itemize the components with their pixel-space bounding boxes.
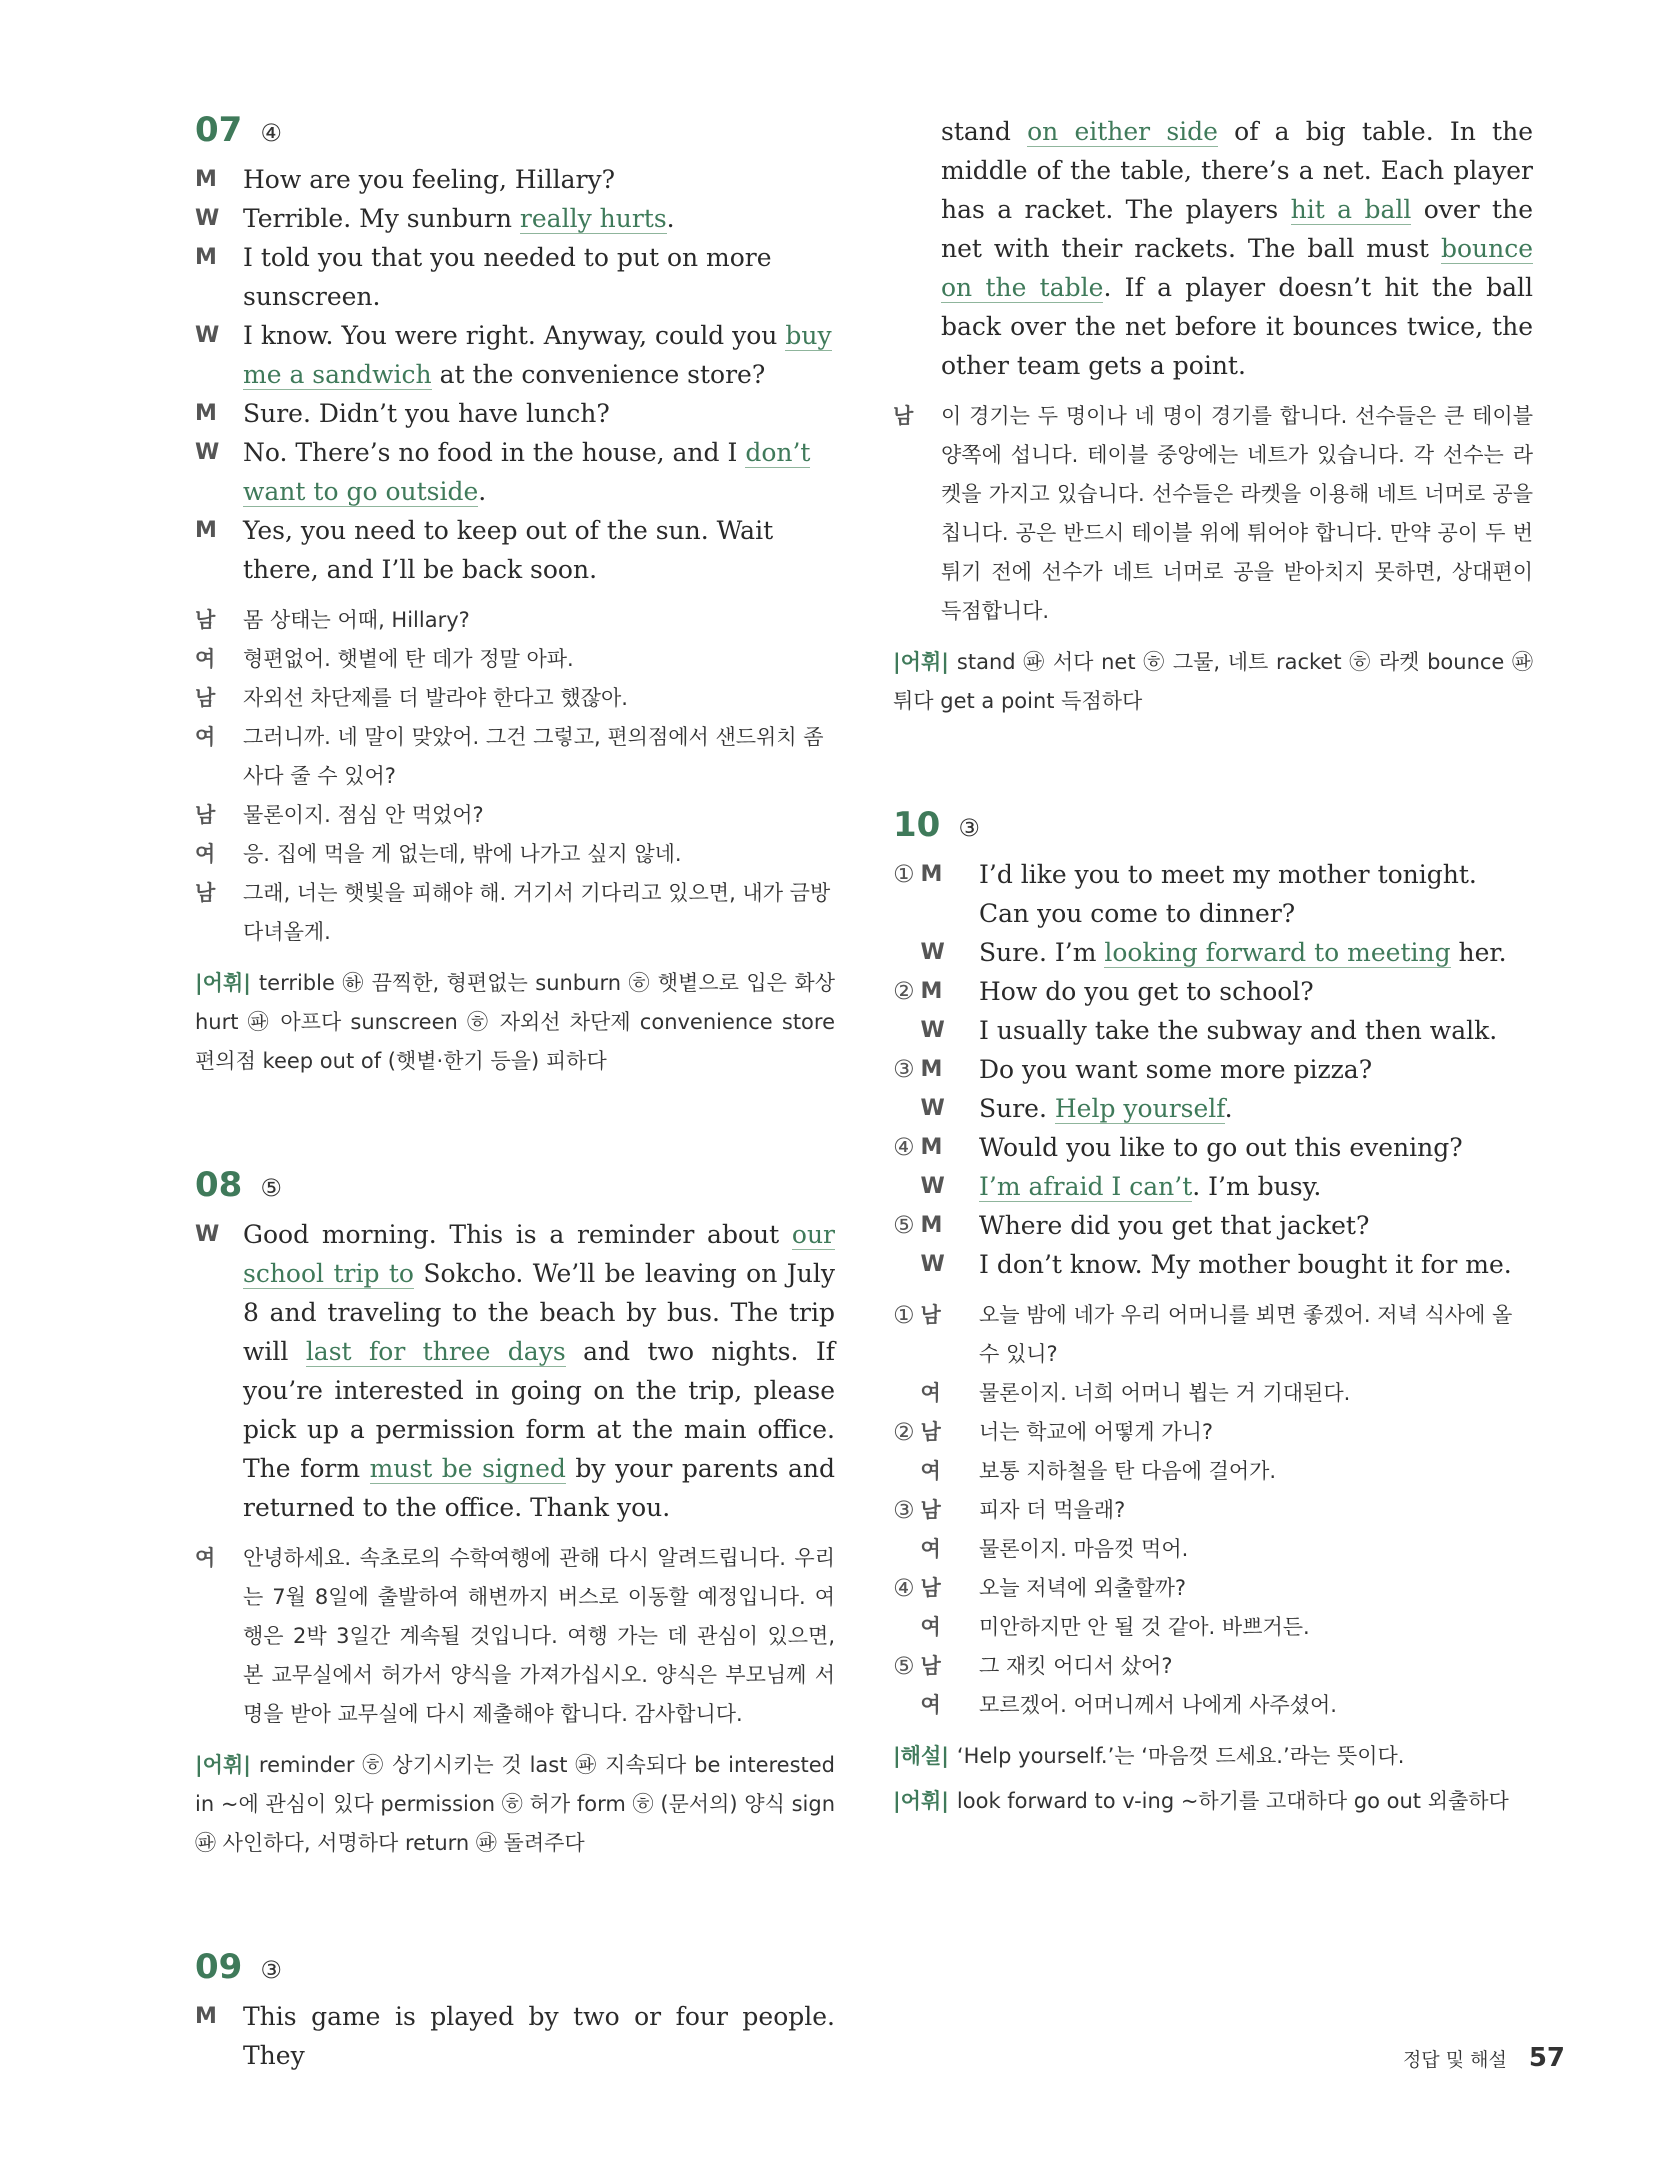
question-08 (195, 1165, 835, 1863)
speaker-mark: M (920, 979, 943, 1004)
dialogue-line (893, 933, 1533, 972)
question-09-continued (893, 112, 1533, 721)
speaker-mark: 남 (920, 1654, 941, 1678)
speaker-mark: 여 (920, 1693, 941, 1717)
option-number: ① (893, 1301, 915, 1329)
option-number: ③ (893, 1496, 915, 1524)
translation-text: 안녕하세요. 속초로의 수학여행에 관해 다시 알려드립니다. 우리는 7월 8일에 출발하여 해변까지 버스로 이동할 예정입니다. 여행은 2박 3일간 계속될 것입니다. 여행 가는 데 관심이 있으면, 본 교무실에서 허가서 양식을 가져가십시오. 양식은 부모님께 서명을 받아 교무실에 다시 제출해야 합니다. 감사합니다. (243, 1546, 835, 1726)
english-script-continued (893, 112, 1533, 385)
translation-text: 물론이지. 마음껏 먹어. (979, 1537, 1189, 1561)
korean-translation (195, 601, 835, 952)
key-phrase: bounce on the table (941, 234, 1533, 302)
script-text: I don’t know. My mother bought it for me. (979, 1250, 1512, 1279)
vocab-tag: |어휘| (893, 650, 949, 674)
korean-translation (893, 1296, 1533, 1725)
speaker-mark: 남 (920, 1498, 941, 1522)
speaker-label (893, 1608, 979, 1647)
speaker-mark: M (920, 1057, 943, 1082)
question-number: 07 (195, 110, 243, 150)
speaker-label (893, 112, 941, 385)
speaker-label: M (195, 245, 217, 270)
dialogue-text (979, 855, 1533, 933)
script-text: her. (1450, 938, 1507, 967)
translation-line (195, 718, 835, 796)
question-number: 09 (195, 1947, 243, 1987)
script-text: Sure. I’m (979, 938, 1105, 967)
option-number: ② (893, 977, 915, 1005)
dialogue-text (979, 1128, 1533, 1167)
speaker-mark: 여 (920, 1459, 941, 1483)
english-script (195, 1215, 835, 1527)
speaker-label (893, 1050, 979, 1089)
translation-line (893, 1686, 1533, 1725)
script-text: I know. You were right. Anyway, could you (243, 321, 786, 350)
left-column (195, 110, 835, 2075)
translation-line (893, 1413, 1533, 1452)
speaker-label: W (195, 440, 220, 465)
translation-text: 모르겠어. 어머니께서 나에게 사주셨어. (979, 1693, 1337, 1717)
translation-line (893, 1452, 1533, 1491)
speaker-mark: 남 (920, 1303, 941, 1327)
speaker-label (893, 1206, 979, 1245)
right-column (893, 112, 1533, 1821)
option-number: ② (893, 1418, 915, 1446)
key-phrase: I’m afraid I can’t (979, 1172, 1193, 1201)
explanation-box (893, 1737, 1533, 1776)
key-phrase: hit a ball (1290, 195, 1412, 224)
script-text: . I’m busy. (1192, 1172, 1322, 1201)
translation-text: 그러니까. 네 말이 맞았어. 그건 그렇고, 편의점에서 샌드위치 좀 사다 줄 수 있어? (243, 725, 824, 788)
dialogue-line (195, 394, 835, 433)
script-text: by your parents and returned to the office. Thank you. (243, 1454, 835, 1522)
speaker-label: W (195, 206, 220, 231)
explanation-text: ‘Help yourself.’는 ‘마음껏 드세요.’라는 뜻이다. (956, 1744, 1405, 1768)
dialogue-line (195, 1215, 835, 1527)
speaker-label (893, 1530, 979, 1569)
option-number: ③ (893, 1055, 915, 1083)
script-text: Good morning. This is a reminder about (243, 1220, 792, 1249)
speaker-label: M (195, 518, 217, 543)
translation-text: 미안하지만 안 될 것 같아. 바쁘거든. (979, 1615, 1310, 1639)
speaker-mark: 여 (920, 1615, 941, 1639)
question-09-header (195, 1947, 835, 1987)
key-phrase: buy me a sandwich (243, 321, 832, 389)
translation-text: 자외선 차단제를 더 발라야 한다고 했잖아. (243, 686, 628, 710)
script-text: and two nights. If you’re interested in going on the trip, please pick up a permission form at the main office. The form (243, 1337, 835, 1483)
dialogue-line (195, 316, 835, 394)
dialogue-text (243, 316, 835, 394)
key-phrase: looking forward to meeting (1104, 938, 1451, 967)
vocab-tag: |어휘| (195, 971, 251, 995)
script-text: of a big table. In the middle of the table, there’s a net. Each player has a racket. The players (941, 117, 1533, 224)
speaker-mark: 남 (920, 1420, 941, 1444)
script-text: No. There’s no food in the house, and I (243, 438, 746, 467)
translation-text: 그 재킷 어디서 샀어? (979, 1654, 1173, 1678)
speaker-mark: M (920, 1135, 943, 1160)
dialogue-text (979, 1245, 1533, 1284)
key-phrase: our school trip to (243, 1220, 835, 1288)
question-08-header (195, 1165, 835, 1205)
speaker-mark: 남 (920, 1576, 941, 1600)
key-phrase: don’t want to go outside (243, 438, 811, 506)
vocab-text: terrible ㉻ 끔찍한, 형편없는 sunburn ㉭ 햇볕으로 입은 화상 hurt ㉺ 아프다 sunscreen ㉭ 자외선 차단제 convenience store 편의점 keep out of (햇볕·한기 등을) 피하다 (195, 971, 835, 1073)
dialogue-text (243, 238, 835, 316)
answer-mark: ⑤ (260, 1174, 282, 1202)
speaker-label (893, 1245, 979, 1284)
translation-text: 오늘 저녁에 외출할까? (979, 1576, 1187, 1600)
script-text: This game is played by two or four people. They (243, 2002, 835, 2070)
translation-line (893, 397, 1533, 631)
speaker-label: M (195, 401, 217, 426)
translation-line (195, 796, 835, 835)
answer-mark: ③ (958, 814, 980, 842)
answer-mark: ③ (260, 1956, 282, 1984)
speaker-label (893, 1686, 979, 1725)
script-text: Sokcho. We’ll be leaving on July 8 and traveling to the beach by bus. The trip will (243, 1259, 835, 1366)
speaker-label (893, 1374, 979, 1413)
translation-line (195, 835, 835, 874)
vocab-box (893, 1782, 1533, 1821)
dialogue-line (893, 855, 1533, 933)
translation-line (893, 1608, 1533, 1647)
dialogue-text (941, 112, 1533, 385)
script-text: Yes, you need to keep out of the sun. Wait there, and I’ll be back soon. (243, 516, 774, 584)
dialogue-text (243, 160, 835, 199)
vocab-tag: |어휘| (195, 1753, 251, 1777)
dialogue-text (243, 199, 835, 238)
speaker-label: 여 (195, 647, 216, 671)
speaker-label: 남 (195, 881, 216, 905)
dialogue-text (979, 1206, 1533, 1245)
speaker-mark: M (920, 862, 943, 887)
speaker-label: 남 (195, 608, 216, 632)
translation-line (893, 1569, 1533, 1608)
dialogue-line (893, 1128, 1533, 1167)
script-text: Would you like to go out this evening? (979, 1133, 1463, 1162)
option-number: ① (893, 860, 915, 888)
speaker-mark: 여 (920, 1381, 941, 1405)
dialogue-text (243, 1997, 835, 2075)
speaker-label (893, 1569, 979, 1608)
speaker-mark: M (920, 1213, 943, 1238)
script-text: Where did you get that jacket? (979, 1211, 1370, 1240)
translation-text: 형편없어. 햇볕에 탄 데가 정말 아파. (243, 647, 574, 671)
answer-mark: ④ (260, 119, 282, 147)
key-phrase: last for three days (305, 1337, 566, 1366)
speaker-label (893, 1413, 979, 1452)
translation-text: 이 경기는 두 명이나 네 명이 경기를 합니다. 선수들은 큰 테이블 양쪽에 섭니다. 테이블 중앙에는 네트가 있습니다. 각 선수는 라켓을 가지고 있습니다. 선수들은 라켓을 이용해 네트 너머로 공을 칩니다. 공은 반드시 테이블 위에 튀어야 합니다. 만약 공이 두 번 튀기 전에 선수가 네트 너머로 공을 받아치지 못하면, 상대편이 득점합니다. (941, 404, 1533, 623)
speaker-label: 남 (195, 686, 216, 710)
script-text: . (666, 204, 675, 233)
translation-text: 응. 집에 먹을 게 없는데, 밖에 나가고 싶지 않네. (243, 842, 682, 866)
question-10 (893, 805, 1533, 1821)
translation-line (195, 601, 835, 640)
option-number: ④ (893, 1574, 915, 1602)
script-text: at the convenience store? (431, 360, 766, 389)
speaker-label: 남 (195, 803, 216, 827)
english-script (195, 160, 835, 589)
dialogue-line (893, 1245, 1533, 1284)
dialogue-text (979, 1050, 1533, 1089)
dialogue-text (979, 1089, 1533, 1128)
dialogue-line (195, 511, 835, 589)
speaker-label: W (195, 323, 220, 348)
speaker-label: 여 (195, 842, 216, 866)
translation-line (195, 1539, 835, 1734)
script-text: stand (941, 117, 1028, 146)
script-text: I told you that you needed to put on more sunscreen. (243, 243, 772, 311)
speaker-mark: W (920, 1252, 945, 1277)
translation-line (195, 874, 835, 952)
key-phrase: must be signed (369, 1454, 566, 1483)
script-text: I’d like you to meet my mother tonight. Can you come to dinner? (979, 860, 1477, 928)
speaker-label (893, 1089, 979, 1128)
option-number: ⑤ (893, 1211, 915, 1239)
speaker-label (893, 855, 979, 933)
vocab-box (893, 643, 1533, 721)
script-text: Sure. Didn’t you have lunch? (243, 399, 610, 428)
key-phrase: Help yourself (1054, 1094, 1225, 1123)
translation-text: 피자 더 먹을래? (979, 1498, 1126, 1522)
dialogue-line (195, 160, 835, 199)
speaker-label: 여 (195, 725, 216, 749)
dialogue-line (195, 433, 835, 511)
page-number: 57 (1528, 2043, 1565, 2073)
vocab-text: stand ㉺ 서다 net ㉭ 그물, 네트 racket ㉭ 라켓 bounce ㉺ 튀다 get a point 득점하다 (893, 650, 1533, 713)
translation-line (195, 640, 835, 679)
dialogue-line (893, 1050, 1533, 1089)
vocab-box (195, 1746, 835, 1863)
translation-text: 몸 상태는 어때, Hillary? (243, 608, 470, 632)
question-10-header (893, 805, 1533, 845)
question-number: 10 (893, 805, 941, 845)
dialogue-line (893, 1206, 1533, 1245)
page-footer (1403, 2043, 1565, 2073)
speaker-label (893, 972, 979, 1011)
translation-line (195, 679, 835, 718)
script-text: Do you want some more pizza? (979, 1055, 1373, 1084)
dialogue-line (195, 238, 835, 316)
footer-label: 정답 및 해설 (1402, 2049, 1507, 2071)
script-text: . (1224, 1094, 1233, 1123)
speaker-label (893, 933, 979, 972)
dialogue-text (243, 1215, 835, 1527)
script-text: Sure. (979, 1094, 1055, 1123)
speaker-label (893, 1452, 979, 1491)
vocab-box (195, 964, 835, 1081)
dialogue-line (893, 1011, 1533, 1050)
key-phrase: on either side (1027, 117, 1218, 146)
key-phrase: really hurts (519, 204, 667, 233)
speaker-mark: 여 (920, 1537, 941, 1561)
translation-text: 물론이지. 너희 어머니 뵙는 거 기대된다. (979, 1381, 1351, 1405)
speaker-label: 남 (893, 404, 914, 428)
speaker-label (893, 1128, 979, 1167)
question-07-header (195, 110, 835, 150)
dialogue-text (979, 972, 1533, 1011)
translation-line (893, 1530, 1533, 1569)
speaker-label (893, 1011, 979, 1050)
vocab-text: look forward to v-ing ~하기를 고대하다 go out 외출하다 (956, 1789, 1509, 1813)
speaker-mark: W (920, 1018, 945, 1043)
dialogue-text (979, 933, 1533, 972)
korean-translation (893, 397, 1533, 631)
speaker-mark: W (920, 1174, 945, 1199)
explanation-tag: |해설| (893, 1744, 949, 1768)
speaker-label: M (195, 2004, 217, 2029)
speaker-mark: W (920, 940, 945, 965)
translation-text: 보통 지하철을 탄 다음에 걸어가. (979, 1459, 1277, 1483)
script-text: I usually take the subway and then walk. (979, 1016, 1498, 1045)
dialogue-text (243, 433, 835, 511)
speaker-label: 여 (195, 1546, 216, 1570)
option-number: ④ (893, 1133, 915, 1161)
translation-text: 오늘 밤에 네가 우리 어머니를 뵈면 좋겠어. 저녁 식사에 올 수 있니? (979, 1303, 1513, 1366)
translation-line (893, 1491, 1533, 1530)
translation-text: 물론이지. 점심 안 먹었어? (243, 803, 484, 827)
translation-text: 너는 학교에 어떻게 가니? (979, 1420, 1214, 1444)
speaker-label (893, 1647, 979, 1686)
dialogue-line (893, 1167, 1533, 1206)
dialogue-text (243, 511, 835, 589)
translation-line (893, 1647, 1533, 1686)
script-text: . If a player doesn’t hit the ball back over the net before it bounces twice, the other team gets a point. (941, 273, 1534, 380)
english-script (893, 855, 1533, 1284)
dialogue-text (979, 1167, 1533, 1206)
speaker-label: W (195, 1222, 220, 1247)
dialogue-line (195, 1997, 835, 2075)
script-text: How do you get to school? (979, 977, 1314, 1006)
korean-translation (195, 1539, 835, 1734)
vocab-tag: |어휘| (893, 1789, 949, 1813)
option-number: ⑤ (893, 1652, 915, 1680)
vocab-text: reminder ㉭ 상기시키는 것 last ㉺ 지속되다 be interested in ~에 관심이 있다 permission ㉭ 허가 form ㉭ (문서의) 양식 sign ㉺ 사인하다, 서명하다 return ㉺ 돌려주다 (195, 1753, 835, 1855)
script-text: How are you feeling, Hillary? (243, 165, 616, 194)
script-text: Terrible. My sunburn (243, 204, 520, 233)
script-text: . (478, 477, 487, 506)
dialogue-line (893, 112, 1533, 385)
translation-line (893, 1296, 1533, 1374)
speaker-label: M (195, 167, 217, 192)
dialogue-line (893, 972, 1533, 1011)
question-07 (195, 110, 835, 1081)
dialogue-line (893, 1089, 1533, 1128)
speaker-label (893, 1167, 979, 1206)
english-script (195, 1997, 835, 2075)
speaker-label (893, 1296, 979, 1374)
dialogue-text (243, 394, 835, 433)
speaker-mark: W (920, 1096, 945, 1121)
speaker-label (893, 1491, 979, 1530)
question-number: 08 (195, 1165, 243, 1205)
translation-text: 그래, 너는 햇빛을 피해야 해. 거기서 기다리고 있으면, 내가 금방 다녀올게. (243, 881, 831, 944)
dialogue-text (979, 1011, 1533, 1050)
dialogue-line (195, 199, 835, 238)
question-09 (195, 1947, 835, 2075)
script-text: over the net with their rackets. The ball must (941, 195, 1533, 263)
translation-line (893, 1374, 1533, 1413)
